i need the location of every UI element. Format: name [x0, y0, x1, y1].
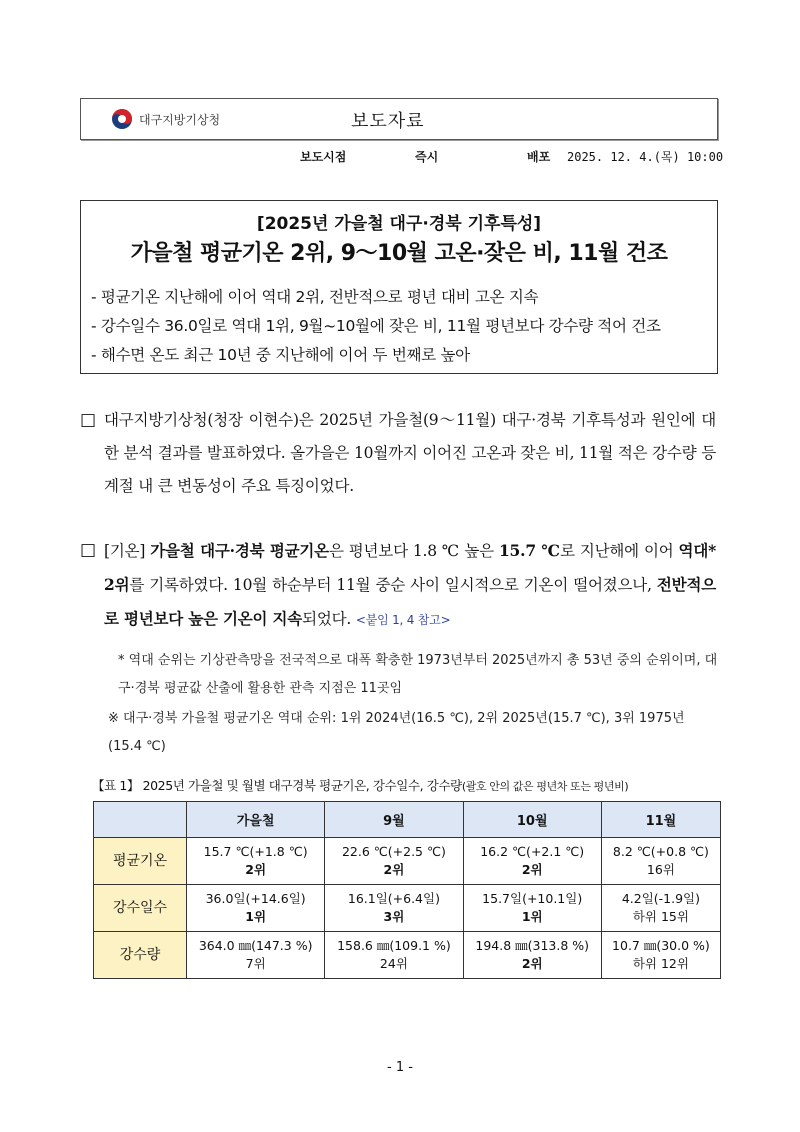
row-label: 강수일수 [94, 885, 187, 932]
table-caption [92, 776, 628, 794]
table-row [94, 885, 721, 932]
agency-name: 대구지방기상청 [139, 112, 221, 127]
value: 364.0 ㎜(147.3 %) [198, 938, 313, 953]
taegeuk-logo-icon [111, 108, 133, 130]
header-cell: 가을철 [187, 802, 325, 838]
headline-box [80, 200, 718, 374]
table-row [94, 838, 721, 885]
headline-main: 가을철 평균기온 2위, 9～10월 고온·잦은 비, 11월 건조 [130, 241, 668, 266]
data-cell [463, 838, 601, 885]
data-cell [463, 932, 601, 979]
caption-note: (괄호 안의 값은 평년차 또는 평년비) [461, 780, 629, 793]
rank: 1위 [521, 909, 543, 924]
value: 158.6 ㎜(109.1 %) [337, 938, 451, 953]
bullet-square: □ [80, 410, 97, 430]
rank: 24위 [379, 956, 408, 971]
climate-table [93, 801, 721, 979]
data-cell [325, 885, 463, 932]
text-bold: 역대* 2위 [104, 541, 716, 594]
dist-value: 2025. 12. 4.(목) 10:00 [567, 150, 724, 164]
agency-logo [111, 108, 220, 130]
data-cell [601, 885, 720, 932]
rank: 3위 [383, 909, 405, 924]
value: 4.2일(-1.9일) [621, 891, 701, 906]
intro-paragraph: 대구지방기상청(청장 이현수)은 2025년 가을철(9～11월) 대구·경북 기후특성과 원인에 대한 분석 결과를 발표하였다. 올가을은 10월까지 이어진 고온과 잦은 비, 11월 적은 강수량 등 계절 내 큰 변동성이 주요 특징이었다. [104, 411, 716, 495]
footnote-ranking: * 역대 순위는 기상관측망을 전국적으로 대폭 확충한 1973년부터 2025년까지 총 53년 중의 순위이며, 대구·경북 평균값 산출에 활용한 관측 지점은 11곳임 [118, 653, 718, 696]
value: 16.2 ℃(+2.1 ℃) [480, 844, 585, 859]
note-ranking-history: ※ 대구·경북 가을철 평균기온 역대 순위: 1위 2024년(16.5 ℃), 2위 2025년(15.7 ℃), 3위 1975년(15.4 ℃) [108, 711, 685, 754]
text: 를 기록하였다. 10월 하순부터 11월 중순 사이 일시적으로 기온이 떨어졌으나, [129, 576, 657, 594]
release-value: 즉시 [415, 150, 439, 164]
value: 15.7 ℃(+1.8 ℃) [203, 844, 308, 859]
rank: 16위 [646, 862, 675, 877]
rank: 1위 [245, 909, 267, 924]
data-cell [601, 838, 720, 885]
rank: 2위 [521, 862, 543, 877]
release-label: 보도시점 [300, 150, 347, 164]
header-cell [94, 802, 187, 838]
data-cell [187, 932, 325, 979]
row-label: 평균기온 [94, 838, 187, 885]
value: 16.1일(+6.4일) [347, 891, 440, 906]
row-label: 강수량 [94, 932, 187, 979]
text: 로 지난해에 이어 [560, 542, 679, 560]
data-cell [601, 932, 720, 979]
doc-type: 보도자료 [351, 111, 425, 132]
page-number: - 1 - [387, 1060, 413, 1075]
rank: 7위 [245, 956, 266, 971]
headline-bullet: - 강수일수 36.0일로 역대 1위, 9월~10월에 잦은 비, 11월 평년보다 강수량 적어 건조 [91, 317, 661, 335]
headline-sub: [2025년 가을철 대구·경북 기후특성] [256, 214, 542, 234]
rank: 2위 [521, 956, 543, 971]
value: 15.7일(+10.1일) [482, 891, 583, 906]
text-bold: 가을철 대구·경북 평균기온 [150, 541, 329, 560]
value: 10.7 ㎜(30.0 %) [612, 938, 710, 953]
rank: 2위 [383, 862, 405, 877]
text-bold: 전반적으로 평년보다 높은 기온이 지속 [104, 575, 716, 628]
caption-text: 【표 1】 2025년 가을철 및 월별 대구경북 평균기온, 강수일수, 강수량 [92, 778, 462, 793]
temperature-paragraph [104, 534, 716, 637]
text: 은 평년보다 1.8 ℃ 높은 [328, 542, 499, 560]
rank: 2위 [245, 862, 267, 877]
data-cell [187, 838, 325, 885]
data-cell [325, 932, 463, 979]
headline-bullet: - 평균기온 지난해에 이어 역대 2위, 전반적으로 평년 대비 고온 지속 [91, 288, 539, 306]
header-cell: 11월 [601, 802, 720, 838]
value: 36.0일(+14.6일) [205, 891, 306, 906]
appendix-reference: <붙임 1, 4 참고> [355, 613, 451, 627]
rank: 하위 15위 [632, 909, 689, 924]
header-cell: 10월 [463, 802, 601, 838]
header-cell: 9월 [325, 802, 463, 838]
text: [기온] [104, 542, 151, 560]
table-row [94, 932, 721, 979]
value: 8.2 ℃(+0.8 ℃) [612, 844, 709, 859]
value: 22.6 ℃(+2.5 ℃) [341, 844, 446, 859]
data-cell [187, 885, 325, 932]
rank: 하위 12위 [632, 956, 689, 971]
text-bold: 15.7 ℃ [498, 541, 561, 560]
text: 되었다. [302, 610, 356, 628]
headline-bullet: - 해수면 온도 최근 10년 중 지난해에 이어 두 번째로 높아 [91, 346, 470, 364]
table-header-row [94, 802, 721, 838]
bullet-square: □ [80, 540, 97, 560]
data-cell [463, 885, 601, 932]
data-cell [325, 838, 463, 885]
value: 194.8 ㎜(313.8 %) [475, 938, 590, 953]
press-header [80, 98, 718, 140]
dist-label: 배포 [527, 150, 551, 164]
